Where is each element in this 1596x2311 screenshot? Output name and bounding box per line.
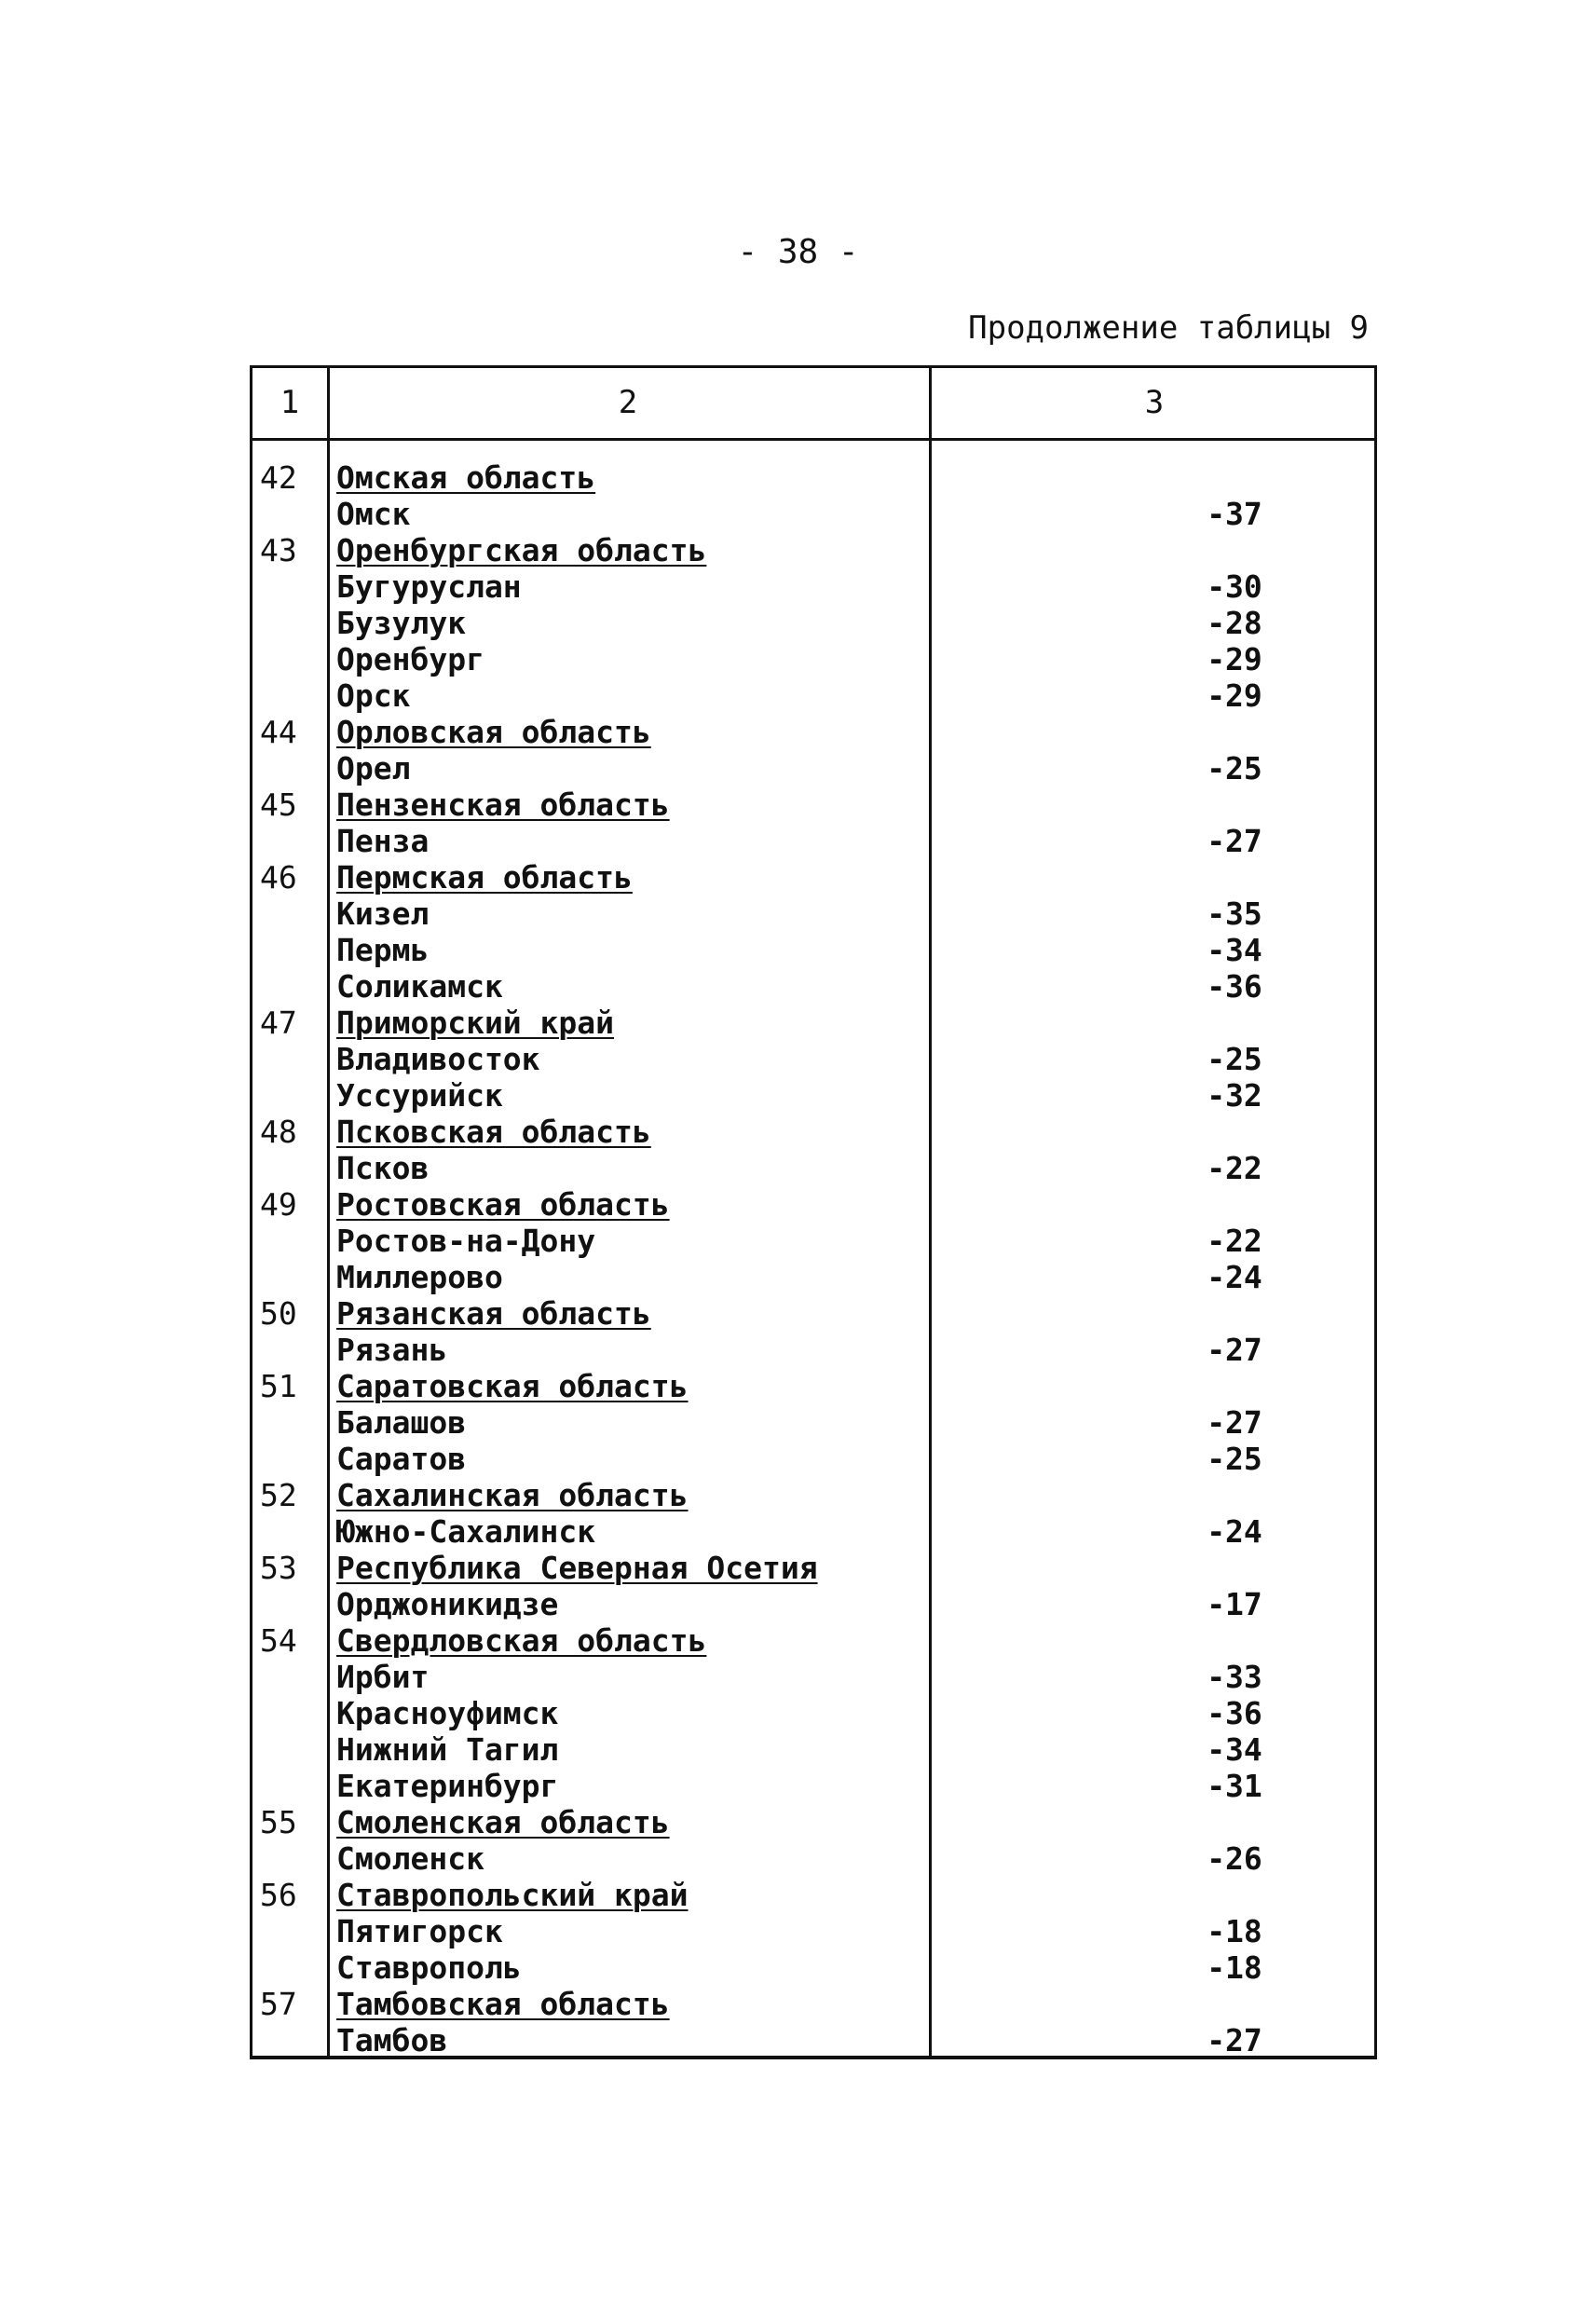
city-name: Саратов: [336, 1441, 467, 1477]
region-name: Сахалинская область: [336, 1477, 689, 1513]
temperature-value: -32: [1207, 1077, 1262, 1114]
city-row: [252, 1077, 1374, 1114]
city-name: Владивосток: [336, 1041, 540, 1077]
city-row: [252, 1768, 1374, 1804]
city-row: [252, 496, 1374, 532]
region-name: Пензенская область: [336, 786, 670, 823]
city-name: Красноуфимск: [336, 1695, 559, 1731]
city-row: [252, 968, 1374, 1005]
row-number: 51: [260, 1368, 297, 1404]
temperature-value: -25: [1207, 1441, 1262, 1477]
row-number: 48: [260, 1114, 297, 1150]
column-header-3: 3: [1144, 384, 1165, 421]
row-number: 56: [260, 1877, 297, 1913]
region-name: Псковская область: [336, 1114, 651, 1150]
city-name: Орел: [336, 750, 411, 786]
temperature-value: -27: [1207, 823, 1262, 859]
city-name: Рязань: [336, 1332, 448, 1368]
region-row: [252, 532, 1374, 568]
temperature-value: -34: [1207, 1731, 1262, 1768]
table-body: [252, 459, 1374, 2058]
temperature-value: -27: [1207, 1404, 1262, 1441]
city-name: Миллерово: [336, 1259, 503, 1295]
region-name: Рязанская область: [336, 1295, 651, 1332]
city-row: [252, 1223, 1374, 1259]
temperature-value: -33: [1207, 1659, 1262, 1695]
region-row: [252, 859, 1374, 896]
temperature-value: -18: [1207, 1949, 1262, 1986]
region-name: Оренбургская область: [336, 532, 707, 568]
region-name: Республика Северная Осетия: [336, 1550, 818, 1586]
row-number: 43: [260, 532, 297, 568]
city-row: [252, 1150, 1374, 1186]
temperature-value: -24: [1207, 1513, 1262, 1550]
temperature-value: -31: [1207, 1768, 1262, 1804]
city-row: [252, 1041, 1374, 1077]
city-row: [252, 641, 1374, 677]
temperature-value: -29: [1207, 677, 1262, 714]
region-row: [252, 1114, 1374, 1150]
city-row: [252, 1513, 1374, 1550]
region-row: [252, 1877, 1374, 1913]
city-name: Орджоникидзе: [336, 1586, 559, 1622]
city-name: Южно-Сахалинск: [336, 1513, 596, 1550]
temperature-value: -26: [1207, 1840, 1262, 1877]
region-row: [252, 1477, 1374, 1513]
temperature-value: -36: [1207, 1695, 1262, 1731]
city-name: Нижний Тагил: [336, 1731, 559, 1768]
city-row: [252, 896, 1374, 932]
city-name: Тамбов: [336, 2022, 448, 2058]
city-name: Соликамск: [336, 968, 503, 1005]
city-name: Кизел: [336, 896, 430, 932]
region-row: [252, 459, 1374, 496]
city-name: Ставрополь: [336, 1949, 522, 1986]
row-number: 55: [260, 1804, 297, 1840]
city-name: Смоленск: [336, 1840, 484, 1877]
city-row: [252, 1586, 1374, 1622]
temperature-value: -24: [1207, 1259, 1262, 1295]
city-name: Пермь: [336, 932, 430, 968]
region-row: [252, 1804, 1374, 1840]
region-row: [252, 1986, 1374, 2022]
city-name: Пятигорск: [336, 1913, 503, 1949]
temperature-value: -36: [1207, 968, 1262, 1005]
region-name: Приморский край: [336, 1005, 615, 1041]
city-row: [252, 2022, 1374, 2058]
region-name: Пермская область: [336, 859, 633, 896]
city-row: [252, 1840, 1374, 1877]
temperature-value: -35: [1207, 896, 1262, 932]
city-row: [252, 750, 1374, 786]
city-row: [252, 1259, 1374, 1295]
city-row: [252, 605, 1374, 641]
region-row: [252, 1186, 1374, 1223]
temperature-value: -22: [1207, 1150, 1262, 1186]
city-name: Оренбург: [336, 641, 484, 677]
region-row: [252, 1005, 1374, 1041]
city-name: Уссурийск: [336, 1077, 503, 1114]
temperature-value: -27: [1207, 2022, 1262, 2058]
region-name: Омская область: [336, 459, 596, 496]
region-name: Свердловская область: [336, 1622, 707, 1659]
temperature-value: -34: [1207, 932, 1262, 968]
temperature-value: -25: [1207, 750, 1262, 786]
city-name: Псков: [336, 1150, 430, 1186]
row-number: 49: [260, 1186, 297, 1223]
city-row: [252, 823, 1374, 859]
temperature-value: -17: [1207, 1586, 1262, 1622]
temperature-value: -27: [1207, 1332, 1262, 1368]
region-row: [252, 786, 1374, 823]
region-name: Смоленская область: [336, 1804, 670, 1840]
row-number: 46: [260, 859, 297, 896]
region-row: [252, 1295, 1374, 1332]
temperature-value: -29: [1207, 641, 1262, 677]
region-row: [252, 1368, 1374, 1404]
city-row: [252, 1731, 1374, 1768]
row-number: 44: [260, 714, 297, 750]
row-number: 45: [260, 786, 297, 823]
city-row: [252, 568, 1374, 605]
region-row: [252, 1550, 1374, 1586]
city-name: Орск: [336, 677, 411, 714]
column-header-2: 2: [618, 384, 638, 421]
temperature-value: -30: [1207, 568, 1262, 605]
region-name: Орловская область: [336, 714, 651, 750]
temperature-value: -18: [1207, 1913, 1262, 1949]
column-header-1: 1: [280, 384, 300, 421]
city-row: [252, 1659, 1374, 1695]
city-name: Омск: [336, 496, 411, 532]
climate-table: [250, 365, 1377, 2059]
temperature-value: -28: [1207, 605, 1262, 641]
table-continuation-caption: Продолжение таблицы 9: [968, 309, 1369, 347]
city-name: Балашов: [336, 1404, 467, 1441]
row-number: 42: [260, 459, 297, 496]
region-name: Ростовская область: [336, 1186, 670, 1223]
temperature-value: -22: [1207, 1223, 1262, 1259]
city-name: Пенза: [336, 823, 430, 859]
city-name: Екатеринбург: [336, 1768, 559, 1804]
city-row: [252, 677, 1374, 714]
region-name: Саратовская область: [336, 1368, 689, 1404]
city-name: Бузулук: [336, 605, 467, 641]
region-name: Тамбовская область: [336, 1986, 670, 2022]
row-number: 54: [260, 1622, 297, 1659]
city-row: [252, 1913, 1374, 1949]
city-row: [252, 1332, 1374, 1368]
temperature-value: -37: [1207, 496, 1262, 532]
city-row: [252, 932, 1374, 968]
row-number: 53: [260, 1550, 297, 1586]
header-divider: [252, 438, 1374, 441]
city-row: [252, 1441, 1374, 1477]
city-row: [252, 1404, 1374, 1441]
row-number: 47: [260, 1005, 297, 1041]
city-name: Ирбит: [336, 1659, 430, 1695]
region-name: Ставропольский край: [336, 1877, 689, 1913]
row-number: 50: [260, 1295, 297, 1332]
temperature-value: -25: [1207, 1041, 1262, 1077]
city-name: Бугуруслан: [336, 568, 522, 605]
city-row: [252, 1949, 1374, 1986]
row-number: 57: [260, 1986, 297, 2022]
region-row: [252, 1622, 1374, 1659]
city-name: Ростов-на-Дону: [336, 1223, 596, 1259]
region-row: [252, 714, 1374, 750]
row-number: 52: [260, 1477, 297, 1513]
city-row: [252, 1695, 1374, 1731]
page-number: - 38 -: [737, 233, 859, 271]
